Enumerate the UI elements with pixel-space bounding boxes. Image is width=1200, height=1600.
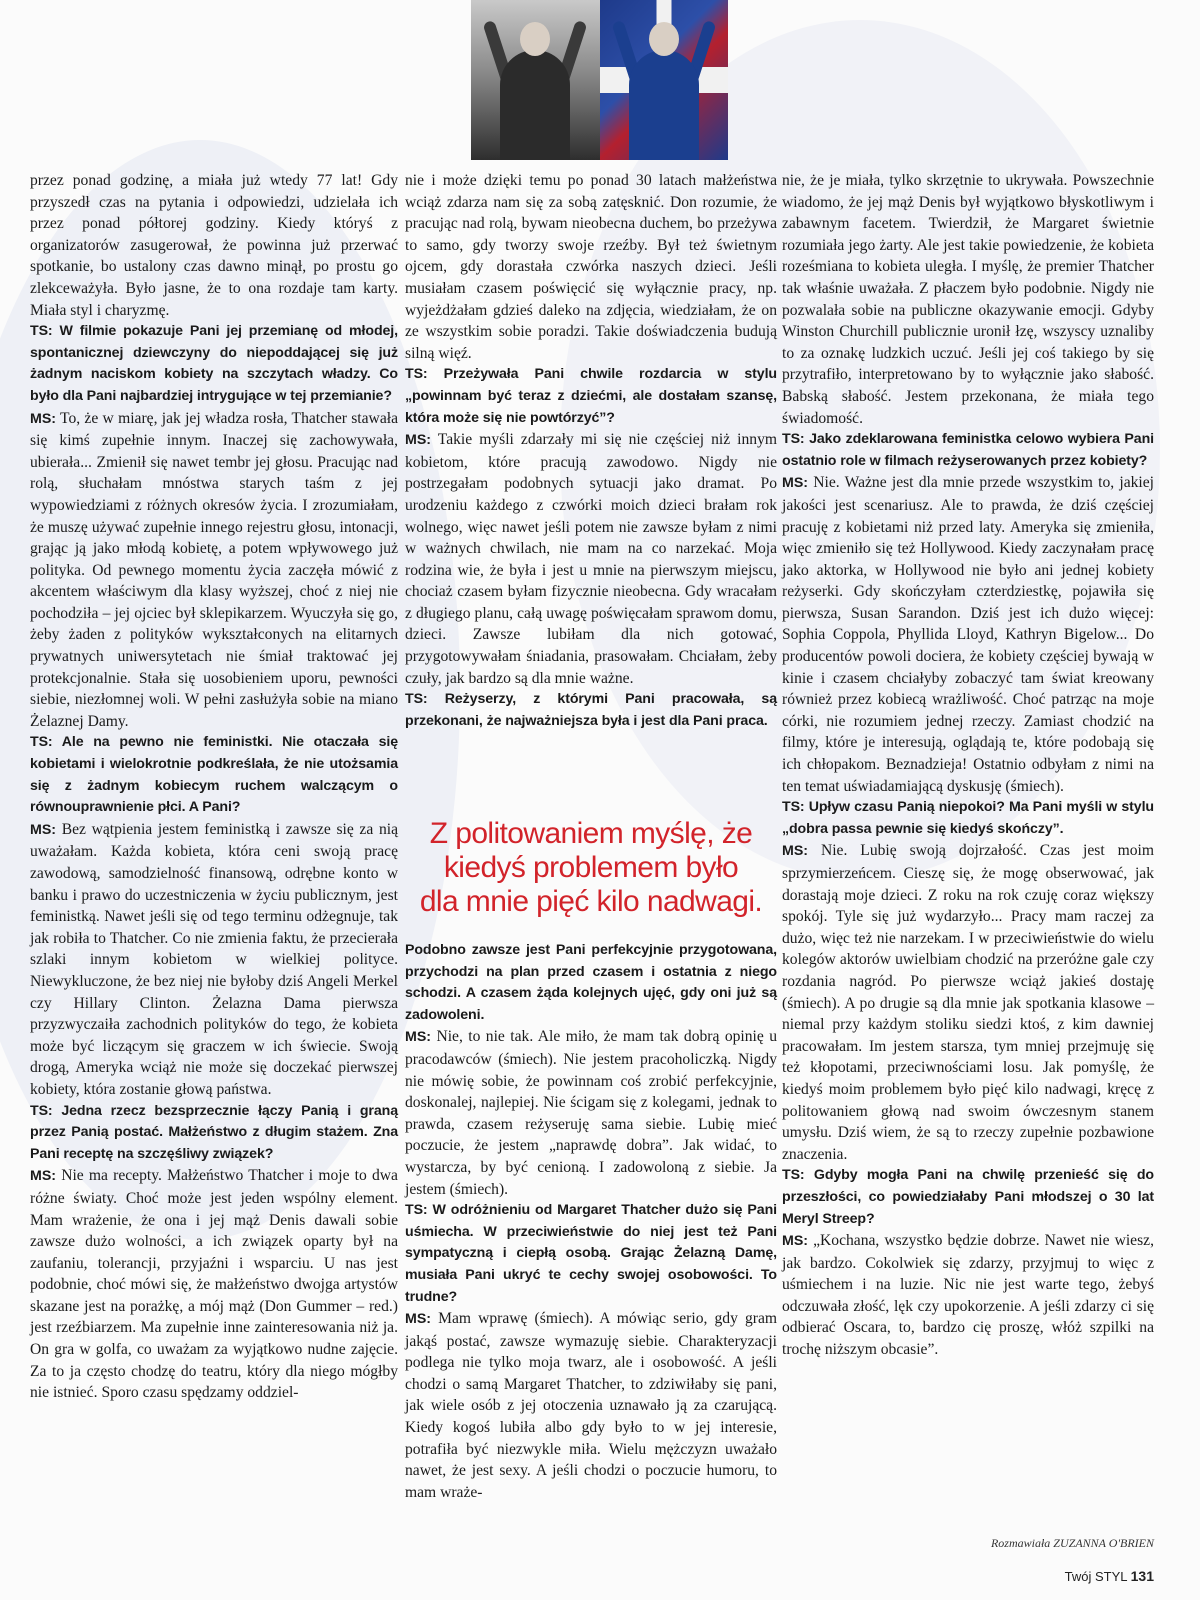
article-photo xyxy=(471,0,728,160)
photo-figure-streep xyxy=(629,50,699,160)
column-2 xyxy=(405,170,777,732)
interview-answer xyxy=(782,840,1154,1165)
body-paragraph: nie, że je miała, tylko skrzętnie to ukrywała. Powszechnie wiadomo, że jej mąż Denis był wyjątkowo błyskotliwym i zabawnym facetem. Twierdził, że Margaret świetnie rozumiała jego żarty. Ale jest takie powiedzenie, że kobieta roześmiana to kobieta uległa. I myślę, że premier Thatcher tak właśnie uważała. Z płaczem było podobnie. Nigdy nie pozwalała sobie na publiczne okazywanie emocji. Gdyby Winston Churchill publicznie uronił łzę, wszyscy uznaliby to za oznakę ludzkich uczuć. Jeśli jej coś takiego by się przytrafiło, interpretowano by to wyłącznie jako słabość. Babską słabość. Jestem przekonana, że miała tego świadomość. xyxy=(782,172,1154,427)
interview-question: TS: W odróżnieniu od Margaret Thatcher dużo się Pani uśmiecha. W przeciwieństwie do niej jest też Pani sympatyczną i ciepłą osobą. Grając Żelazną Damę, musiała Pani ukryć te cechy swojej osobowości. To trudne? xyxy=(405,1202,777,1305)
interview-answer xyxy=(782,472,1154,797)
speaker-label: MS: xyxy=(30,821,57,838)
pull-quote-line: dla mnie pięć kilo nadwagi. xyxy=(419,885,763,918)
speaker-label: MS: xyxy=(405,432,432,449)
speaker-label: MS: xyxy=(782,843,809,860)
answer-text: To, że w miarę, jak jej władza rosła, Thatcher stawała się kimś zupełnie innym. Inaczej się zachowywała, ubierała... Zmienił się nawet tembr jej głosu. Pracując nad rolą, słuchałam mnóstwa starych taśm z jej wypowiedziami z różnych okresów życia. I zrozumiałam, że muszę używać zupełnie innego rejestru głosu, intonacji, grając ją jako młodą kobietę, a potem wpływowego już polityka. Od pewnego momentu życia zaczęła mówić z akcentem właściwym dla klasy wyższej, choć z niej nie pochodziła – jej ojciec był sklepikarzem. Wyuczyła się go, żeby żaden z polityków wykształconych na elitarnych prywatnych uniwersytetach nie śmiał traktować jej protekcjonalnie. Stała się uosobieniem uporu, pewności siebie, niezłomnej woli. W pełni zasłużyła sobie na miano Żelaznej Damy. xyxy=(30,409,398,730)
interview-answer xyxy=(30,819,398,1101)
interview-answer xyxy=(30,1165,398,1404)
speaker-label: MS: xyxy=(782,1233,809,1250)
body-paragraph: przez ponad godzinę, a miała już wtedy 77 lat! Gdy przyszedł czas na pytania i odpowiedzi, udzielała ich przez ponad półtorej godziny. Kiedy któryś z organizatorów zasugerował, że powinna już przerwać spotkanie, bo ustalony czas dawno minął, po prostu go zlekceważyła. Było jasne, że to ona rozdaje tam karty. Miała styl i charyzmę. xyxy=(30,172,398,319)
magazine-name: Twój STYL xyxy=(1064,1569,1128,1584)
interview-answer xyxy=(405,429,777,689)
answer-text: Nie. Lubię swoją dojrzałość. Czas jest moim sprzymierzeńcem. Cieszę się, że mogę obserwować, jak dorastają moje dzieci. Z roku na rok czuję coraz większy spokój. Tyle się już wydarzyło... Pracy mam raczej za dużo, więc też nie narzekam. I w przeciwieństwie do wielu kolegów aktorów uwielbiam chodzić na przeróżne gale czy rozdania nagród. Po pierwsze wciąż jakieś dostaję (śmiech). A po drugie są dla mnie jak spotkania klasowe – niemal przy każdym stoliku siedzi ktoś, z kim dawniej pracowałam. Im jestem starsza, tym mniej przejmuję się też kłopotami, przeciwnościami losu. Jak pomyślę, że kiedyś moim problemem było pięć kilo nadwagi, kręcę z politowaniem głową nad swoim ówczesnym stanem umysłu. Dziś wiem, że są to rzeczy zupełnie pozbawione znaczenia. xyxy=(782,842,1155,1163)
pull-quote-line: Z politowaniem myślę, że xyxy=(429,817,753,850)
speaker-label: MS: xyxy=(30,410,57,427)
speaker-label: MS: xyxy=(30,1168,57,1185)
column-2-continued xyxy=(405,940,777,1503)
interview-question: Podobno zawsze jest Pani perfekcyjnie przygotowana, przychodzi na plan przed czasem i ostatnia z niego schodzi. A czasem żąda kolejnych ujęć, gdy oni już są zadowoleni. xyxy=(405,942,777,1023)
interview-answer xyxy=(405,1026,777,1200)
answer-text: Takie myśli zdarzały mi się nie częściej niż innym kobietom, które pracują zawodowo. Nigdy nie postrzegałam podobnych sytuacji jako dramat. Po urodzeniu każdego z czwórki moich dzieci brałam rok wolnego, więc nawet jeśli potem nie zawsze byłam z nimi w ważnych chwilach, nie mam na co narzekać. Moja rodzina wie, że była i jest u mnie na pierwszym miejscu, chociaż czasem byłam fizycznie nieobecna. Gdy wracałam z długiego planu, całą uwagę poświęcałam sprawom domu, dzieci. Zawsze lubiłam dla nich gotować, przygotowywałam śniadania, prasowałam. Chciałam, żeby czuły, jak bardzo są dla mnie ważne. xyxy=(405,431,778,687)
pull-quote-line: kiedyś problemem było xyxy=(443,851,739,884)
interview-question: TS: Jako zdeklarowana feministka celowo wybiera Pani ostatnio role w filmach reżyserowanych przez kobiety? xyxy=(782,431,1154,469)
pull-quote xyxy=(405,817,777,919)
answer-text: Nie ma recepty. Małżeństwo Thatcher i moje to dwa różne światy. Choć może jest jeden wspólny element. Mam wrażenie, że ona i jej mąż Denis dawali sobie zawsze dużo wolności, a ich związek oparty był na zaufaniu, tolerancji, przyjaźni i wsparciu. U nas jest podobnie, choć mówi się, że małżeństwo dwojga artystów skazane jest na porażkę, a mój mąż (Don Gummer – red.) jest rzeźbiarzem. Ma zupełnie inne zainteresowania niż ja. On gra w golfa, co uważam za wyjątkowo nudne zajęcie. Za to ja często chodzę do teatru, który dla niego mógłby nie istnieć. Sporo czasu spędzamy oddziel- xyxy=(30,1167,398,1402)
speaker-label: MS: xyxy=(405,1029,432,1046)
speaker-label: MS: xyxy=(782,475,809,492)
column-1 xyxy=(30,170,398,1404)
answer-text: Bez wątpienia jestem feministką i zawsze się za nią uważałam. Każda kobieta, która ceni swoją pracę zawodową, samodzielność finansową, odrębne konto w banku i prawo do uczestniczenia w życiu publicznym, jest feministką. Nawet jeśli się od tego terminu odżegnuje, tak jak robiła to Thatcher. Co nie zmienia faktu, że przecierała szlaki innym kobietom w wielkiej polityce. Niewykluczone, że bez niej nie byłoby dziś Angeli Merkel czy Hillary Clinton. Żelazna Dama pierwsza przyzwyczaiła zachodnich polityków do tego, że kobieta może być liczącym się graczem w ich świecie. Swoją drogą, Ameryka wciąż nie może się doczekać pierwszej kobiety, która zostanie głową państwa. xyxy=(30,820,398,1098)
interview-question: TS: Ale na pewno nie feministki. Nie otaczała się kobietami i wielokrotnie podkreślała, że nie utożsamia się z żadnym kobiecym ruchem walczącym o równouprawnienie płci. A Pani? xyxy=(30,734,398,816)
page-number: 131 xyxy=(1130,1568,1154,1584)
answer-text: „Kochana, wszystko będzie dobrze. Nawet nie wiesz, jak bardzo. Cokolwiek się zdarzy, przyjmuj to więc z uśmiechem i na luzie. Nic nie jest warte tego, żebyś odczuwała złość, lęk czy upokorzenie. A jeśli zdarzy ci się odbierać Oscara, to, bardzo cię proszę, włóż szpilki na trochę niższym obcasie”. xyxy=(782,1232,1154,1359)
answer-text: Nie, to nie tak. Ale miło, że mam tak dobrą opinię u pracodawców (śmiech). Nie jestem pracoholiczką. Nigdy nie mówię sobie, że powinnam coś zrobić perfekcyjnie, doskonalej, najlepiej. Nie ścigam się z kolegami, jednak to prawda, czasem reżyseruję sama siebie. Lubię mieć poczucie, że jestem „naprawdę dobra”. Jak widać, to wystarcza, by być cenioną. I zadowoloną z siebie. Ja jestem (śmiech). xyxy=(405,1028,778,1198)
body-paragraph: nie i może dzięki temu po ponad 30 latach małżeństwa wciąż zdarza nam się za sobą zatęsknić. Don rozumie, że pracując nad rolą, bywam nieobecna duchem, bo przeżywa to samo, gdy tworzy swoje rzeźby. Był też świetnym ojcem, gdy dorastała czwórka naszych dzieci. Jeśli musiałam czasem poświęcić się wyłącznie pracy, np. wyjeżdżałam gdzieś daleko na zdjęcia, wiedziałam, że on ze wszystkim sobie poradzi. Takie doświadczenia budują silną więź. xyxy=(405,172,777,362)
answer-text: Nie. Ważne jest dla mnie przede wszystkim to, jakiej jakości jest scenariusz. Ale to prawda, że dziś częściej pracuję z kobietami niż przed laty. Ameryka się zmieniła, więc zmieniło się też Hollywood. Kiedy zaczynałam pracę jako aktorka, w Hollywood nie było ani jednej kobiety reżyserki. Gdy skończyłam czterdziestkę, pojawiła się pierwsza, Susan Sarandon. Dziś jest ich dużo więcej: Sophia Coppola, Phyllida Lloyd, Kathryn Bigelow... Do producentów powoli dociera, że kobiety częściej bywają w kinie i czasem chciałyby zobaczyć tam świat kreowany również przez kobiecą wrażliwość. Choć patrząc na moje córki, nie rozumiem jednej rzeczy. Zamiast chodzić na filmy, które je interesują, oglądają te, które podobają się ich chłopakom. Beznadzieja! Ostatnio odbyłam z nimi na ten temat uświadamiającą dyskusję (śmiech). xyxy=(782,474,1155,795)
interview-credit: Rozmawiała ZUZANNA O'BRIEN xyxy=(990,1536,1154,1550)
photo-figure-thatcher xyxy=(500,50,570,160)
interview-question: TS: Jedna rzecz bezsprzecznie łączy Panią i graną przez Panią postać. Małżeństwo z długim stażem. Zna Pani receptę na szczęśliwy związek? xyxy=(30,1102,398,1162)
interview-question: TS: Upływ czasu Panią niepokoi? Ma Pani myśli w stylu „dobra passa pewnie się kiedyś skończy”. xyxy=(782,799,1154,837)
column-3 xyxy=(782,170,1154,1361)
answer-text: Mam wprawę (śmiech). A mówiąc serio, gdy gram jakąś postać, zawsze wymazuję siebie. Charakteryzacji podlega nie tylko moja twarz, ale i osobowość. A jeśli chodzi o samą Margaret Thatcher, to zdziwiłaby się pani, jak wiele osób z jej otoczenia uznawało ją za czarującą. Kiedy kogoś lubiła albo gdy było to w jej interesie, potrafiła być niezwykle miła. Wielu mężczyzn uważało nawet, że jest sexy. A jeśli chodzi o poczucie humoru, to mam wraże- xyxy=(405,1310,777,1501)
interview-answer xyxy=(30,408,398,733)
photo-thatcher xyxy=(471,0,600,160)
interview-question: TS: Reżyserzy, z którymi Pani pracowała, są przekonani, że najważniejsza była i jest dla Pani praca. xyxy=(405,691,777,729)
interview-question: TS: Przeżywała Pani chwile rozdarcia w stylu „powinnam być teraz z dziećmi, ale dostałam szansę, która może się nie powtórzyć”? xyxy=(405,366,777,426)
photo-streep-union-jack xyxy=(600,0,729,160)
interview-answer xyxy=(782,1230,1154,1361)
interview-question: TS: W filmie pokazuje Pani jej przemianę od młodej, spontanicznej dziewczyny do niepoddającej się już żadnym naciskom kobiety na szczytach władzy. Co było dla Pani najbardziej intrygujące w tej przemianie? xyxy=(30,323,398,404)
interview-answer xyxy=(405,1308,777,1503)
speaker-label: MS: xyxy=(405,1311,432,1328)
page-footer xyxy=(1065,1568,1154,1584)
interview-question: TS: Gdyby mogła Pani na chwilę przenieść się do przeszłości, co powiedziałaby Pani młodszej o 30 lat Meryl Streep? xyxy=(782,1167,1154,1227)
